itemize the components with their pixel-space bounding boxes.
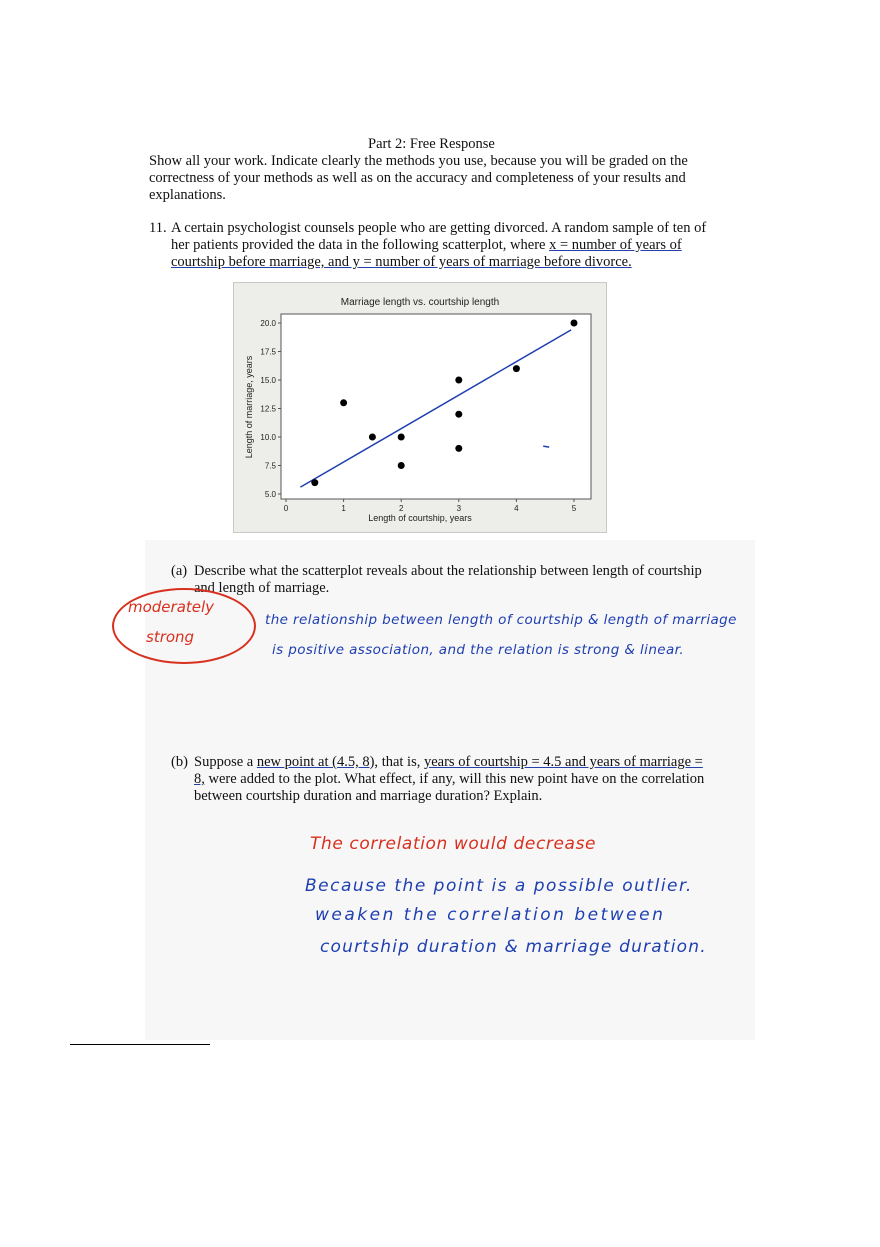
handwritten-answer-b: courtship duration & marriage duration. [320, 937, 707, 957]
instructions-line: correctness of your methods as well as on the accuracy and completeness of your results and [149, 170, 686, 186]
chart-title: Marriage length vs. courtship length [340, 297, 500, 308]
grader-note: moderately [128, 598, 215, 616]
part-a-line: and length of marriage. [194, 580, 330, 596]
x-tick-label: 3 [456, 504, 462, 513]
data-point [369, 434, 376, 441]
part-a-label: (a) [171, 563, 188, 579]
x-tick-label: 0 [283, 504, 289, 513]
data-point [513, 365, 520, 372]
handwritten-answer-a: is positive association, and the relation is strong & linear. [272, 642, 685, 658]
y-tick-label: 15.0 [260, 376, 276, 385]
handwritten-answer-b: Because the point is a possible outlier. [305, 876, 693, 896]
data-point [398, 462, 405, 469]
part-a-line: Describe what the scatterplot reveals about the relationship between length of courtship [194, 563, 702, 579]
question-line: A certain psychologist counsels people who are getting divorced. A random sample of ten of [171, 220, 707, 236]
section-title: Part 2: Free Response [368, 136, 495, 152]
pen-mark [543, 446, 549, 447]
grader-note: strong [146, 628, 195, 646]
part-b-line: between courtship duration and marriage duration? Explain. [194, 788, 543, 804]
x-tick-label: 4 [514, 504, 519, 513]
data-point [398, 434, 405, 441]
question-line: her patients provided the data in the following scatterplot, where x = number of years of [171, 237, 682, 253]
y-tick-label: 7.5 [264, 461, 276, 471]
y-tick-label: 17.5 [260, 347, 276, 357]
handwritten-answer-a: the relationship between length of courtship & length of marriage [265, 612, 737, 628]
handwritten-answer-b-red: The correlation would decrease [310, 834, 597, 854]
footnote-divider [70, 1044, 210, 1045]
part-b-line: Suppose a new point at (4.5, 8), that is, years of courtship = 4.5 and years of marriage = [194, 754, 703, 770]
question-line: courtship before marriage, and y = number of years of marriage before divorce. [171, 254, 632, 270]
part-b-label: (b) [171, 754, 188, 770]
y-tick-label: 20.0 [260, 319, 276, 328]
part-b-line: 8, were added to the plot. What effect, if any, will this new point have on the correlation [194, 771, 705, 787]
x-tick-label: 2 [398, 504, 404, 513]
y-tick-label: 12.5 [260, 404, 276, 414]
instructions-line: Show all your work. Indicate clearly the methods you use, because you will be graded on the [149, 153, 688, 169]
data-point [340, 399, 347, 406]
scatterplot [233, 282, 607, 533]
data-point [571, 320, 578, 327]
y-tick-label: 10.0 [260, 433, 276, 442]
instructions-line: explanations. [149, 187, 226, 203]
handwritten-answer-b: weaken the correlation between [315, 905, 666, 925]
y-tick-label: 5.0 [264, 490, 276, 499]
data-point [455, 377, 462, 384]
scatterplot-svg [234, 283, 606, 532]
question-number: 11. [149, 220, 167, 236]
y-axis-label: Length of marriage, years [244, 355, 254, 459]
data-point [311, 479, 318, 486]
data-point [455, 411, 462, 418]
data-point [455, 445, 462, 452]
x-tick-label: 5 [571, 504, 577, 513]
x-axis-label: Length of courtship, years [368, 513, 472, 523]
x-tick-label: 1 [341, 504, 346, 513]
